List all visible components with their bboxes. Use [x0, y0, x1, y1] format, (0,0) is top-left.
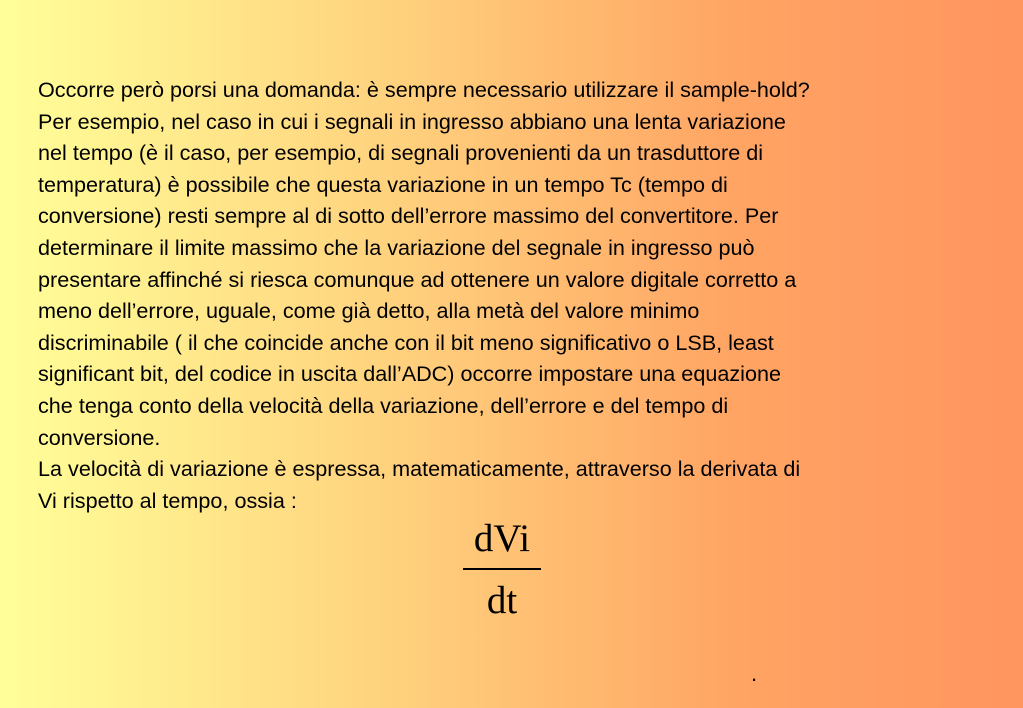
paragraph-1-line: temperatura) è possibile che questa variazione in un tempo Tc (tempo di: [38, 171, 728, 197]
fraction-bar: [463, 568, 541, 570]
trailing-mark: .: [751, 661, 758, 686]
formula-denominator: dt: [486, 579, 518, 622]
paragraph-1-line: discriminabile ( il che coincide anche con il bit meno significativo o LSB, least: [38, 329, 774, 355]
slide-text: [38, 74, 1003, 516]
paragraph-1-line: conversione) resti sempre al di sotto dell’errore massimo del convertitore. Per: [38, 203, 779, 229]
paragraph-2-line: La velocità di variazione è espressa, matematicamente, attraverso la derivata di: [38, 456, 801, 482]
paragraph-1-line: meno dell’errore, uguale, come già detto, alla metà del valore minimo: [38, 298, 700, 324]
paragraph-1-line: significant bit, del codice in uscita dall’ADC) occorre impostare una equazione: [38, 361, 781, 387]
paragraph-1-line: nel tempo (è il caso, per esempio, di segnali provenienti da un trasduttore di: [38, 140, 764, 166]
paragraph-1-line: determinare il limite massimo che la variazione del segnale in ingresso può: [38, 234, 755, 260]
paragraph-1-line: che tenga conto della velocità della variazione, dell’errore e del tempo di: [38, 392, 729, 418]
formula-numerator: dVi: [473, 517, 531, 560]
paragraph-1-line: presentare affinché si riesca comunque ad ottenere un valore digitale corretto a: [38, 266, 797, 292]
paragraph-2-line: Vi rispetto al tempo, ossia :: [38, 487, 297, 513]
derivative-formula: [463, 517, 541, 623]
paragraph-1-line: Occorre però porsi una domanda: è sempre necessario utilizzare il sample-hold?: [38, 77, 810, 102]
paragraph-1-line: Per esempio, nel caso in cui i segnali in ingresso abbiano una lenta variazione: [38, 108, 786, 134]
paragraph-1-line: conversione.: [38, 424, 161, 450]
